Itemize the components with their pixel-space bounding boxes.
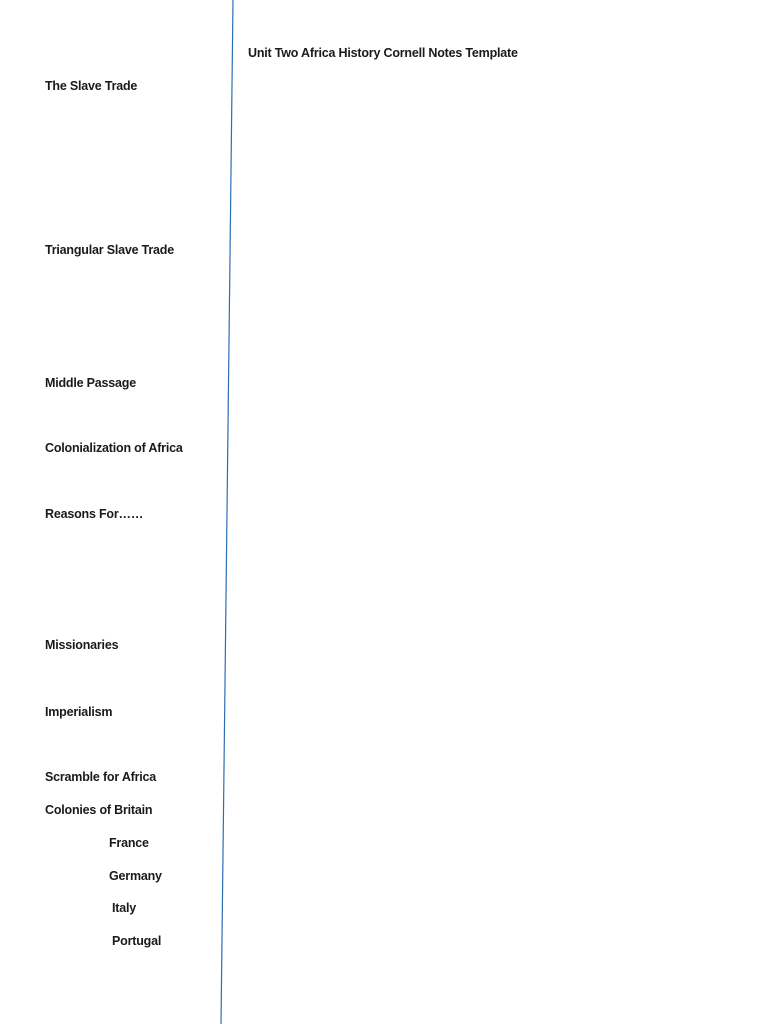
cue-colonies-of-britain: Colonies of Britain — [45, 803, 153, 817]
cue-italy: Italy — [112, 901, 137, 915]
page-title: Unit Two Africa History Cornell Notes Template — [248, 46, 518, 60]
cue-reasons-for: Reasons For…… — [45, 507, 144, 521]
cue-colonialization-of-africa: Colonialization of Africa — [45, 441, 183, 455]
cue-portugal: Portugal — [112, 934, 162, 948]
cue-germany: Germany — [109, 869, 162, 883]
cue-middle-passage: Middle Passage — [45, 376, 136, 390]
cue-france: France — [109, 836, 149, 850]
cue-scramble-for-africa: Scramble for Africa — [45, 770, 157, 784]
cue-slave-trade: The Slave Trade — [45, 79, 138, 93]
cue-imperialism: Imperialism — [45, 705, 113, 719]
divider-stroke — [221, 0, 233, 1024]
notes-column — [234, 0, 768, 1024]
cue-triangular-slave-trade: Triangular Slave Trade — [45, 243, 174, 257]
cue-missionaries: Missionaries — [45, 638, 119, 652]
